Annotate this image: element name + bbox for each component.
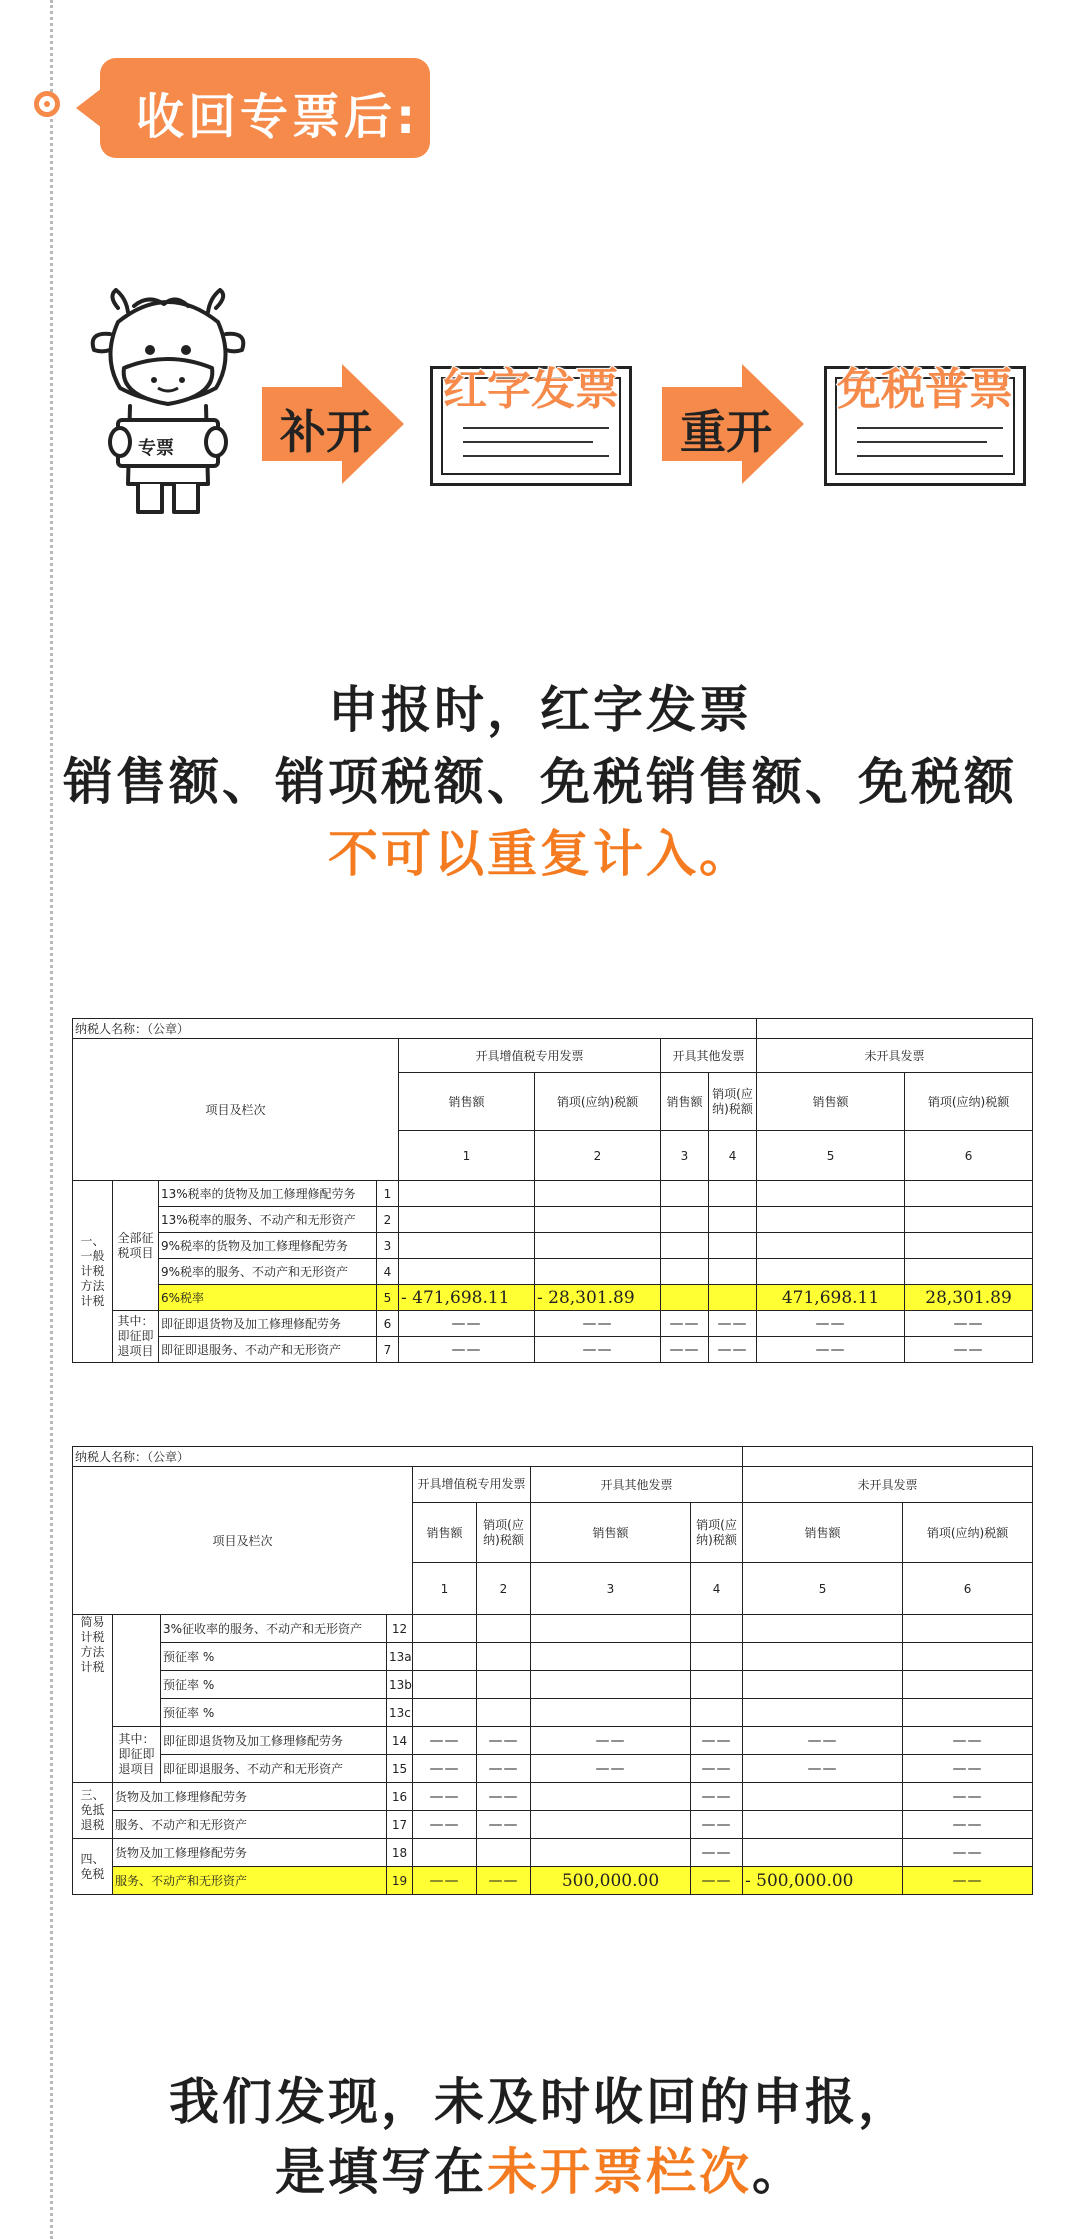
row-no: 5	[377, 1285, 399, 1311]
row-label: 13%税率的货物及加工修理修配劳务	[159, 1181, 377, 1207]
dash-cell: ——	[903, 1727, 1033, 1755]
cell-value: - 500,000.00	[743, 1867, 903, 1895]
dash-cell: ——	[743, 1755, 903, 1783]
group-none: 未开具发票	[757, 1039, 1033, 1073]
dash-cell: ——	[905, 1311, 1033, 1337]
row-no: 1	[377, 1181, 399, 1207]
dash-cell: ——	[691, 1727, 743, 1755]
row-no: 15	[387, 1755, 413, 1783]
dash-cell: ——	[477, 1755, 531, 1783]
row-no: 12	[387, 1615, 413, 1643]
section-header	[100, 58, 430, 158]
dash-cell: ——	[413, 1755, 477, 1783]
row-no: 16	[387, 1783, 413, 1811]
dash-cell: ——	[413, 1727, 477, 1755]
cell-value: - 471,698.11	[399, 1285, 535, 1311]
col-sales: 销售额	[661, 1073, 709, 1131]
row-label: 3%征收率的服务、不动产和无形资产	[161, 1615, 387, 1643]
dash-cell: ——	[903, 1867, 1033, 1895]
group-none: 未开具发票	[743, 1467, 1033, 1503]
finding-prefix: 是填写在	[275, 2143, 487, 2201]
row-label: 即征即退服务、不动产和无形资产	[159, 1337, 377, 1363]
notice-line-1: 申报时，红字发票	[328, 681, 752, 739]
red-invoice-title: 红字发票	[443, 364, 619, 415]
dash-cell: ——	[413, 1783, 477, 1811]
dotted-timeline	[50, 0, 53, 2239]
row-label: 即征即退货物及加工修理修配劳务	[159, 1311, 377, 1337]
row-label: 货物及加工修理修配劳务	[113, 1783, 387, 1811]
row-no: 4	[377, 1259, 399, 1285]
section-title: 收回专票后:	[136, 89, 420, 145]
row-no: 13c	[387, 1699, 413, 1727]
col-sales: 销售额	[531, 1503, 691, 1563]
dash-cell: ——	[399, 1337, 535, 1363]
col-tax: 销项(应纳)税额	[903, 1503, 1033, 1563]
section-exempt: 四、免税	[73, 1839, 113, 1895]
row-label: 9%税率的服务、不动产和无形资产	[159, 1259, 377, 1285]
row-label: 6%税率	[159, 1285, 377, 1311]
dash-cell: ——	[477, 1867, 531, 1895]
dash-cell: ——	[691, 1839, 743, 1867]
declaration-table-1	[72, 1018, 1033, 1363]
col-tax-short: 销项(应纳)税额	[709, 1073, 757, 1131]
row-label: 9%税率的货物及加工修理修配劳务	[159, 1233, 377, 1259]
row-no: 3	[377, 1233, 399, 1259]
finding-line-2	[0, 2132, 1080, 2204]
group-special: 开具增值税专用发票	[399, 1039, 661, 1073]
dash-cell: ——	[757, 1311, 905, 1337]
row-no: 18	[387, 1839, 413, 1867]
row-label: 即征即退服务、不动产和无形资产	[161, 1755, 387, 1783]
col-num: 4	[709, 1131, 757, 1181]
group-other: 开具其他发票	[531, 1467, 743, 1503]
cell-value: - 28,301.89	[535, 1285, 661, 1311]
dash-cell: ——	[477, 1811, 531, 1839]
flow-arrow-1	[262, 364, 402, 484]
col-num: 3	[661, 1131, 709, 1181]
exempt-invoice-card	[824, 366, 1026, 486]
project-header: 项目及栏次	[73, 1039, 399, 1181]
row-label: 货物及加工修理修配劳务	[113, 1839, 387, 1867]
dash-cell: ——	[757, 1337, 905, 1363]
col-tax: 销项(应纳)税额	[905, 1073, 1033, 1131]
row-no: 13a	[387, 1643, 413, 1671]
sub-refund: 其中：即征即退项目	[113, 1311, 159, 1363]
row-label: 服务、不动产和无形资产	[113, 1867, 387, 1895]
dash-cell: ——	[413, 1867, 477, 1895]
finding-highlight: 未开票栏次	[487, 2143, 752, 2201]
declaration-table-2	[72, 1446, 1033, 1895]
dash-cell: ——	[661, 1337, 709, 1363]
dash-cell: ——	[691, 1783, 743, 1811]
col-num: 6	[905, 1131, 1033, 1181]
group-other: 开具其他发票	[661, 1039, 757, 1073]
col-num: 6	[903, 1563, 1033, 1615]
flow-step-label-1: 补开	[280, 405, 372, 459]
dash-cell: ——	[691, 1867, 743, 1895]
row-label: 预征率 %	[161, 1643, 387, 1671]
col-sales: 销售额	[757, 1073, 905, 1131]
dash-cell: ——	[531, 1727, 691, 1755]
taxpayer-name: 纳税人名称：（公章）	[73, 1019, 757, 1039]
flow-step-label-2: 重开	[680, 405, 772, 459]
cell-value: 28,301.89	[905, 1285, 1033, 1311]
row-no: 19	[387, 1867, 413, 1895]
cell-value: 500,000.00	[531, 1867, 691, 1895]
flow-arrow-2	[662, 364, 802, 484]
row-no: 6	[377, 1311, 399, 1337]
timeline-marker-icon	[34, 91, 60, 117]
col-num: 1	[413, 1563, 477, 1615]
col-num: 5	[743, 1563, 903, 1615]
section-exempt-refund: 三、免抵退税	[73, 1783, 113, 1839]
row-label: 服务、不动产和无形资产	[113, 1811, 387, 1839]
dash-cell: ——	[661, 1311, 709, 1337]
sub-refund: 其中：即征即退项目	[113, 1727, 161, 1783]
dash-cell: ——	[535, 1337, 661, 1363]
row-no: 13b	[387, 1671, 413, 1699]
sub-full: 全部征税项目	[113, 1181, 159, 1311]
dash-cell: ——	[477, 1783, 531, 1811]
group-special: 开具增值税专用发票	[413, 1467, 531, 1503]
row-no: 7	[377, 1337, 399, 1363]
dash-cell: ——	[709, 1337, 757, 1363]
dash-cell: ——	[903, 1783, 1033, 1811]
dash-cell: ——	[691, 1755, 743, 1783]
dash-cell: ——	[903, 1811, 1033, 1839]
dash-cell: ——	[399, 1311, 535, 1337]
section-simple: 简易计税方法计税	[73, 1615, 113, 1783]
red-invoice-card	[430, 366, 632, 486]
col-tax: 销项(应纳)税额	[691, 1503, 743, 1563]
col-sales: 销售额	[743, 1503, 903, 1563]
col-sales: 销售额	[399, 1073, 535, 1131]
dash-cell: ——	[477, 1727, 531, 1755]
notice-line-3: 不可以重复计入。	[328, 825, 752, 883]
dash-cell: ——	[905, 1337, 1033, 1363]
dash-cell: ——	[535, 1311, 661, 1337]
section-general: 一、一般计税方法计税	[73, 1181, 113, 1363]
dash-cell: ——	[903, 1755, 1033, 1783]
dash-cell: ——	[903, 1839, 1033, 1867]
col-num: 2	[477, 1563, 531, 1615]
project-header: 项目及栏次	[73, 1467, 413, 1615]
finding-line-1: 我们发现，未及时收回的申报，	[169, 2073, 911, 2131]
special-invoice-badge: 专票	[138, 438, 174, 459]
col-num: 2	[535, 1131, 661, 1181]
row-label: 预征率 %	[161, 1671, 387, 1699]
row-label: 即征即退货物及加工修理修配劳务	[161, 1727, 387, 1755]
dash-cell: ——	[531, 1755, 691, 1783]
dash-cell: ——	[413, 1811, 477, 1839]
cow-mascot-icon	[88, 288, 248, 528]
col-num: 4	[691, 1563, 743, 1615]
col-sales: 销售额	[413, 1503, 477, 1563]
taxpayer-name: 纳税人名称：（公章）	[73, 1447, 743, 1467]
row-no: 2	[377, 1207, 399, 1233]
row-label: 预征率 %	[161, 1699, 387, 1727]
col-num: 5	[757, 1131, 905, 1181]
row-no: 14	[387, 1727, 413, 1755]
finding-suffix: 。	[752, 2143, 805, 2201]
dash-cell: ——	[709, 1311, 757, 1337]
col-num: 1	[399, 1131, 535, 1181]
exempt-invoice-title: 免税普票	[837, 364, 1013, 415]
dash-cell: ——	[743, 1727, 903, 1755]
col-tax: 销项(应纳)税额	[535, 1073, 661, 1131]
col-tax: 销项(应纳)税额	[477, 1503, 531, 1563]
dash-cell: ——	[691, 1811, 743, 1839]
cell-value: 471,698.11	[757, 1285, 905, 1311]
row-label: 13%税率的服务、不动产和无形资产	[159, 1207, 377, 1233]
col-num: 3	[531, 1563, 691, 1615]
row-no: 17	[387, 1811, 413, 1839]
notice-line-2: 销售额、销项税额、免税销售额、免税额	[63, 753, 1017, 811]
